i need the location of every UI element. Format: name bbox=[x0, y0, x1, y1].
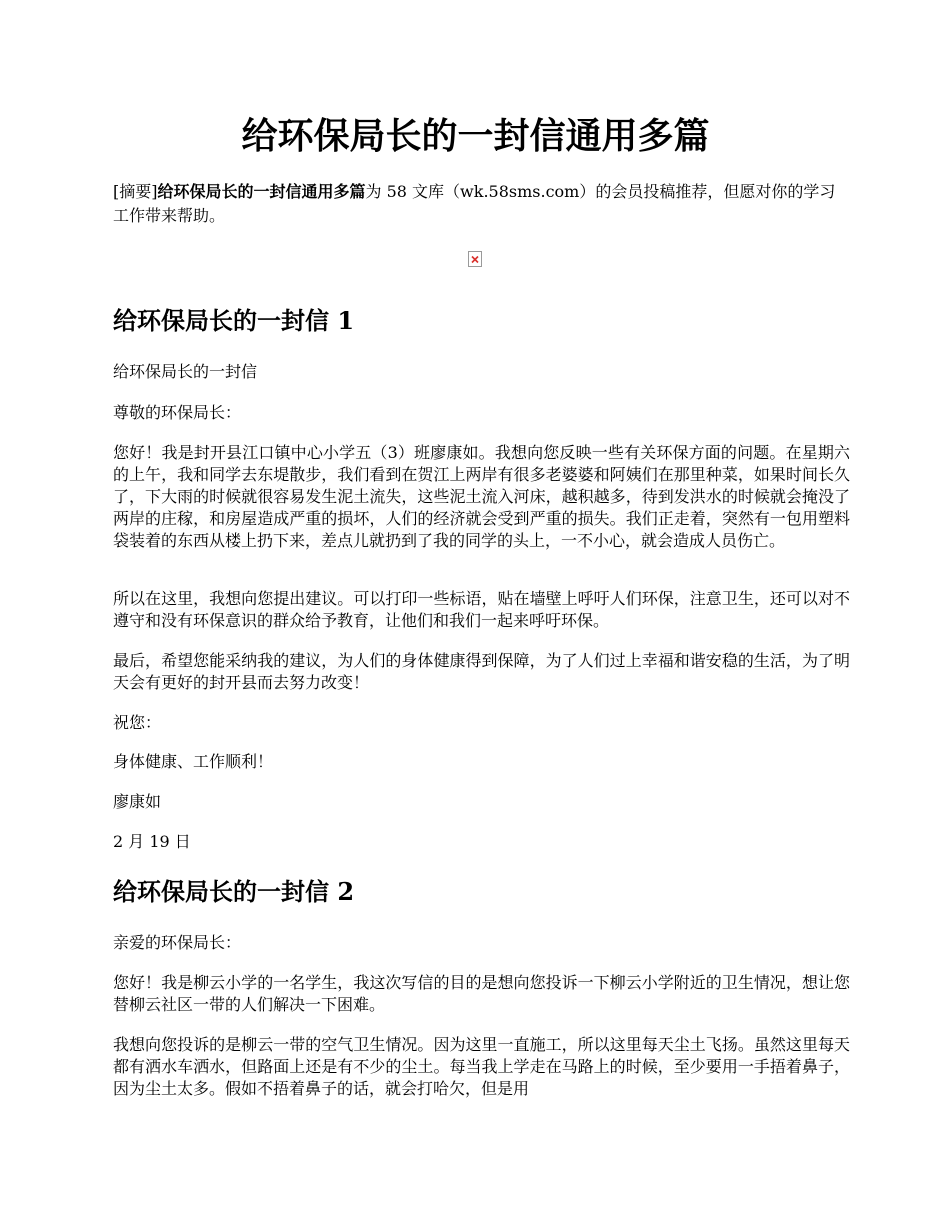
paragraph: 所以在这里，我想向您提出建议。可以打印一些标语，贴在墙壁上呼吁人们环保，注意卫生，还可以对不遵守和没有环保意识的群众给予教育，让他们和我们一起来呼吁环保。 bbox=[113, 589, 850, 630]
abstract-bold-title: 给环保局长的一封信通用多篇 bbox=[157, 182, 366, 201]
paragraph: 给环保局长的一封信 bbox=[113, 362, 258, 381]
paragraph: 您好！我是封开县江口镇中心小学五（3）班廖康如。我想向您反映一些有关环保方面的问题。在星期六的上午，我和同学去东堤散步，我们看到在贺江上两岸有很多老婆婆和阿姨们在那里种菜，如果时间长久了，下大雨的时候就很容易发生泥土流失，这些泥土流入河床，越积越多，待到发洪水的时候就会掩没了两岸的庄稼，和房屋造成严重的损坏，人们的经济就会受到严重的损失。我们正走着，突然有一包用塑料袋装着的东西从楼上扔下来，差点儿就扔到了我的同学的头上，一不小心，就会造成人员伤亡。 bbox=[113, 443, 850, 550]
paragraph: 祝您： bbox=[113, 713, 162, 732]
abstract-prefix: [摘要] bbox=[113, 182, 158, 201]
paragraph: 廖康如 bbox=[113, 792, 162, 811]
paragraph: 尊敬的环保局长： bbox=[113, 403, 242, 422]
section-heading-1: 给环保局长的一封信 1 bbox=[113, 306, 355, 335]
paragraph: 2 月 19 日 bbox=[113, 832, 191, 851]
abstract-text: 为 58 文库（wk.58sms.com）的会员投稿推荐，但愿对你的学习工作带来帮助。 bbox=[113, 182, 836, 225]
paragraph: 我想向您投诉的是柳云一带的空气卫生情况。因为这里一直施工，所以这里每天尘土飞扬。虽然这里每天都有洒水车洒水，但路面上还是有不少的尘土。每当我上学走在马路上的时候，至少要用一手捂着鼻子，因为尘土太多。假如不捂着鼻子的话，就会打哈欠，但是用 bbox=[113, 1035, 850, 1098]
paragraph: 身体健康、工作顺利！ bbox=[113, 752, 274, 771]
section-heading-2: 给环保局长的一封信 2 bbox=[113, 877, 355, 906]
paragraph: 亲爱的环保局长： bbox=[113, 933, 242, 952]
abstract bbox=[113, 180, 838, 228]
paragraph: 您好！我是柳云小学的一名学生，我这次写信的目的是想向您投诉一下柳云小学附近的卫生情况，想让您替柳云社区一带的人们解决一下困难。 bbox=[113, 973, 850, 1014]
document-title: 给环保局长的一封信通用多篇 bbox=[241, 115, 710, 157]
paragraph: 最后，希望您能采纳我的建议，为人们的身体健康得到保障，为了人们过上幸福和谐安稳的生活，为了明天会有更好的封开县而去努力改变！ bbox=[113, 651, 850, 692]
broken-image-icon bbox=[468, 251, 482, 267]
